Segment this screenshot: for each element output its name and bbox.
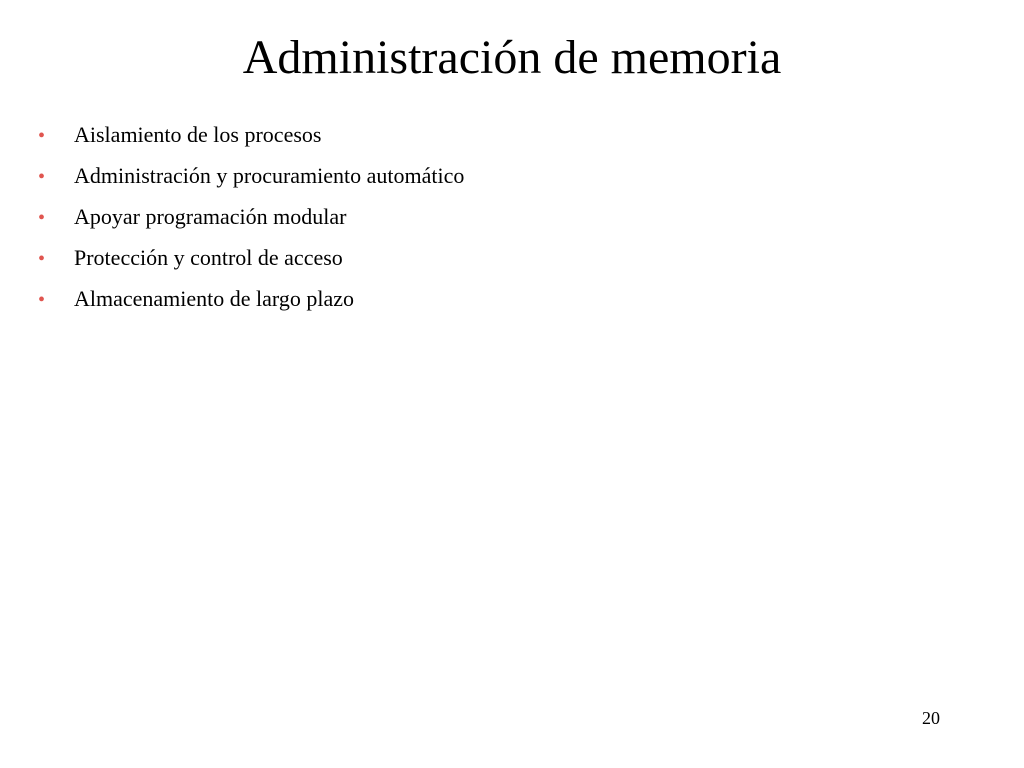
bullet-list <box>38 118 464 323</box>
bullet-text: Protección y control de acceso <box>74 245 343 270</box>
bullet-icon: • <box>38 248 46 270</box>
bullet-item <box>38 200 464 241</box>
bullet-text: Administración y procuramiento automático <box>74 163 465 188</box>
slide-title: Administración de memoria <box>242 31 782 84</box>
bullet-item <box>38 282 464 323</box>
bullet-item <box>38 241 464 282</box>
bullet-icon: • <box>38 125 46 147</box>
page-number: 20 <box>922 708 940 728</box>
bullet-text: Apoyar programación modular <box>74 204 347 229</box>
bullet-item <box>38 118 464 159</box>
bullet-icon: • <box>38 166 46 188</box>
bullet-item <box>38 159 464 200</box>
bullet-icon: • <box>38 207 46 229</box>
bullet-text: Almacenamiento de largo plazo <box>74 286 354 311</box>
bullet-icon: • <box>38 289 46 311</box>
bullet-text: Aislamiento de los procesos <box>74 122 322 147</box>
